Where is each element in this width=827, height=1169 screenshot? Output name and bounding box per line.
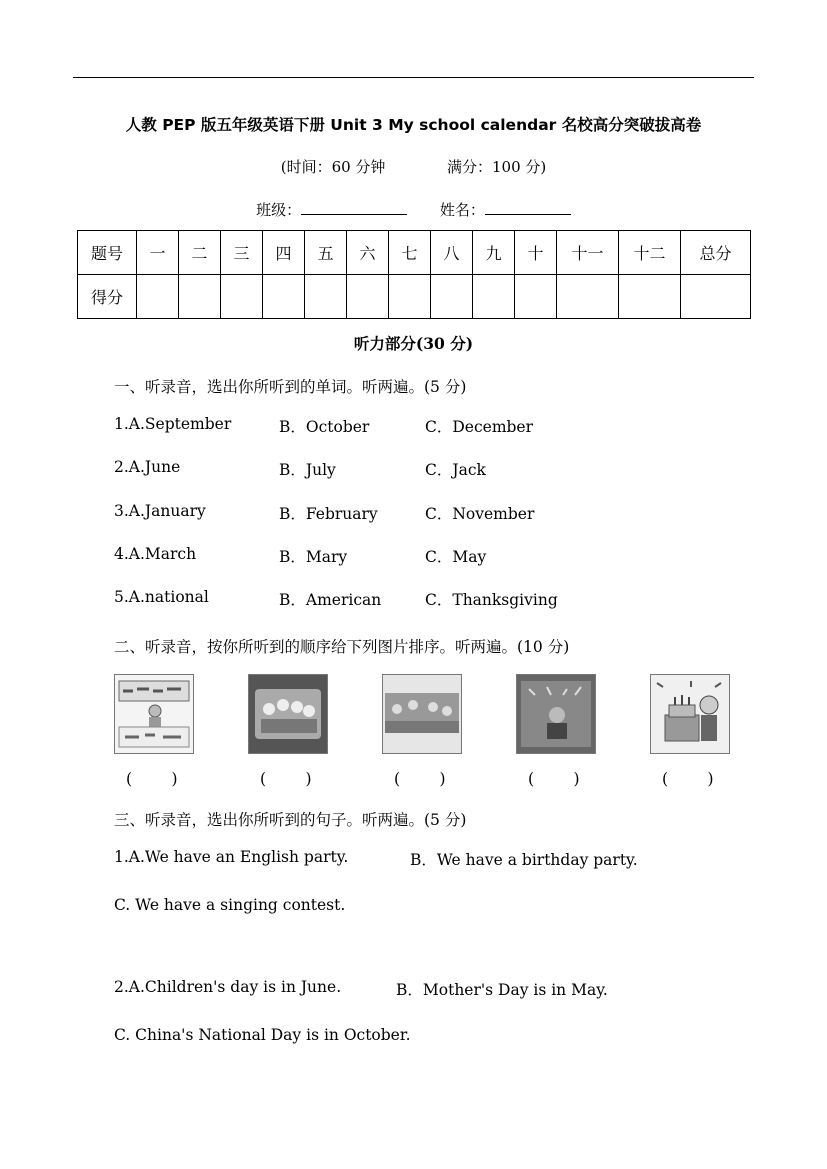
- score-cell[interactable]: [515, 275, 557, 319]
- answer-paren-1[interactable]: ( ): [126, 770, 178, 788]
- table-cell: 三: [221, 231, 263, 275]
- picture-4: [516, 674, 596, 754]
- class-label: 班级：: [256, 201, 302, 219]
- page-title: 人教 PEP 版五年级英语下册 Unit 3 My school calendar 名校高分突破拔高卷: [125, 116, 702, 134]
- table-cell: 十一: [557, 231, 619, 275]
- table-cell: 二: [179, 231, 221, 275]
- score-cell[interactable]: [681, 275, 751, 319]
- part2-heading: 二、听录音，按你所听到的顺序给下列图片排序。听两遍。(10 分): [114, 638, 570, 656]
- score-cell[interactable]: [137, 275, 179, 319]
- sports-meet-icon: [383, 675, 461, 753]
- q4-option-c: C．May: [425, 548, 487, 566]
- score-cell[interactable]: [557, 275, 619, 319]
- q4-option-b: B．Mary: [279, 548, 348, 566]
- table-cell: 得分: [78, 275, 137, 319]
- q2-option-b: B．July: [279, 461, 336, 479]
- q3-option-c: C．November: [425, 505, 535, 523]
- score-cell[interactable]: [263, 275, 305, 319]
- q5-option-b: B．American: [279, 591, 382, 609]
- table-cell: 十: [515, 231, 557, 275]
- p3-q1-option-a: 1.A.We have an English party.: [114, 848, 349, 866]
- name-label: 姓名：: [439, 201, 485, 219]
- exam-info: [0, 156, 827, 177]
- picture-3: [382, 674, 462, 754]
- picture-1: [114, 674, 194, 754]
- score-cell[interactable]: [305, 275, 347, 319]
- full-score: 满分：100 分): [447, 158, 547, 176]
- q1-option-a: 1.A.September: [114, 415, 232, 433]
- table-cell: 十二: [619, 231, 681, 275]
- part1-heading: 一、听录音，选出你所听到的单词。听两遍。(5 分): [114, 378, 467, 396]
- q4-option-a: 4.A.March: [114, 545, 197, 563]
- q2-option-c: C．Jack: [425, 461, 486, 479]
- picture-5: [650, 674, 730, 754]
- q3-option-a: 3.A.January: [114, 502, 206, 520]
- score-cell[interactable]: [431, 275, 473, 319]
- table-cell: 总分: [681, 231, 751, 275]
- table-cell: 题号: [78, 231, 137, 275]
- table-cell: 八: [431, 231, 473, 275]
- listening-section-title: 听力部分(30 分): [353, 334, 474, 353]
- table-cell: 七: [389, 231, 431, 275]
- p3-q2-option-a: 2.A.Children's day is in June.: [114, 978, 342, 996]
- top-rule: [73, 77, 754, 78]
- score-table-score-row: [78, 275, 751, 319]
- p3-q2-option-b: B．Mother's Day is in May.: [396, 981, 608, 999]
- table-cell: 四: [263, 231, 305, 275]
- answer-paren-3[interactable]: ( ): [394, 770, 446, 788]
- score-table: [77, 230, 751, 319]
- singing-contest-icon: [249, 675, 327, 753]
- score-cell[interactable]: [179, 275, 221, 319]
- picture-2: [248, 674, 328, 754]
- answer-paren-2[interactable]: ( ): [260, 770, 312, 788]
- q5-option-c: C．Thanksgiving: [425, 591, 558, 609]
- score-cell[interactable]: [473, 275, 515, 319]
- answer-paren-4[interactable]: ( ): [528, 770, 580, 788]
- p3-q2-option-c: C. China's National Day is in October.: [114, 1026, 411, 1044]
- score-cell[interactable]: [389, 275, 431, 319]
- table-cell: 五: [305, 231, 347, 275]
- score-cell[interactable]: [221, 275, 263, 319]
- time-limit: (时间：60 分钟: [280, 158, 386, 176]
- classroom-illustration-icon: [115, 675, 193, 753]
- score-table-header-row: [78, 231, 751, 275]
- table-cell: 一: [137, 231, 179, 275]
- q3-option-b: B．February: [279, 505, 378, 523]
- student-info: [0, 199, 827, 220]
- q1-option-c: C．December: [425, 418, 534, 436]
- q5-option-a: 5.A.national: [114, 588, 209, 606]
- score-cell[interactable]: [619, 275, 681, 319]
- p3-q1-option-c: C. We have a singing contest.: [114, 896, 346, 914]
- part3-heading: 三、听录音，选出你所听到的句子。听两遍。(5 分): [114, 811, 467, 829]
- table-cell: 九: [473, 231, 515, 275]
- name-blank[interactable]: [485, 200, 571, 215]
- score-cell[interactable]: [347, 275, 389, 319]
- q1-option-b: B．October: [279, 418, 370, 436]
- class-blank[interactable]: [301, 200, 407, 215]
- national-day-icon: [517, 675, 595, 753]
- answer-paren-5[interactable]: ( ): [662, 770, 714, 788]
- table-cell: 六: [347, 231, 389, 275]
- p3-q1-option-b: B．We have a birthday party.: [410, 851, 638, 869]
- birthday-party-icon: [651, 675, 729, 753]
- q2-option-a: 2.A.June: [114, 458, 181, 476]
